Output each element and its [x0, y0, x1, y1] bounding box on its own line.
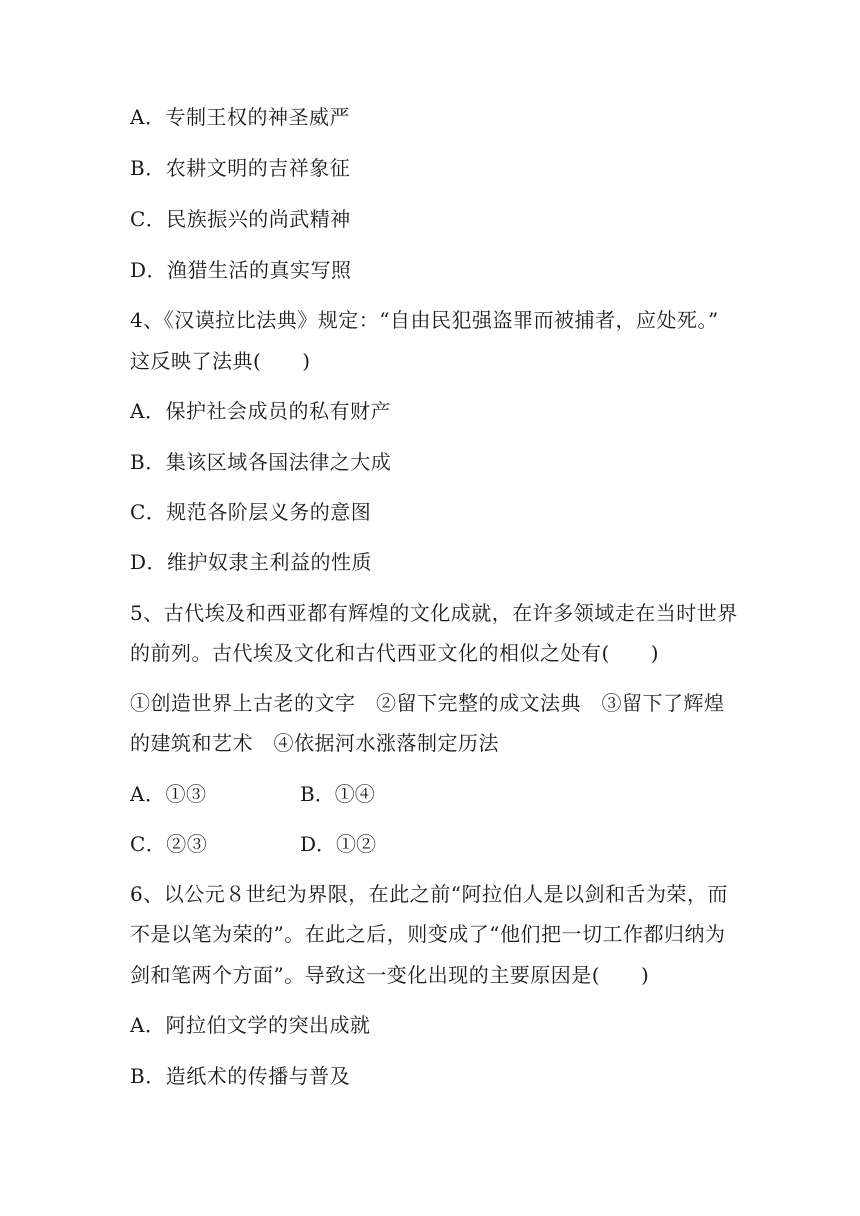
q4-stem-line2: 这反映了法典( )	[130, 349, 311, 373]
q5-stem-line1: 5、古代埃及和西亚都有辉煌的文化成就，在许多领域走在当时世界	[130, 601, 738, 625]
q6-option-a: A．阿拉伯文学的突出成就	[130, 1013, 371, 1037]
q5-stem-line2: 的前列。古代埃及文化和古代西亚文化的相似之处有( )	[130, 641, 660, 665]
q5-option-a: A．①③	[130, 782, 207, 806]
q4-option-c: C．规范各阶层义务的意图	[130, 500, 372, 524]
q4-option-b: B．集该区域各国法律之大成	[130, 450, 392, 474]
q6-option-b: B．造纸术的传播与普及	[130, 1064, 351, 1088]
q6-stem-line3: 剑和笔两个方面”。导致这一变化出现的主要原因是( )	[130, 963, 650, 987]
q3-option-a: A．专制王权的神圣威严	[130, 105, 350, 129]
q3-option-c: C．民族振兴的尚武精神	[130, 207, 351, 231]
q5-items-line2: 的建筑和艺术 ④依据河水涨落制定历法	[130, 731, 499, 755]
q3-option-d: D．渔猎生活的真实写照	[130, 258, 352, 282]
q4-option-d: D．维护奴隶主利益的性质	[130, 550, 373, 574]
q5-items-line1: ①创造世界上古老的文字 ②留下完整的成文法典 ③留下了辉煌	[130, 691, 725, 715]
q5-option-b: B．①④	[300, 782, 375, 806]
q4-stem-line1: 4、《汉谟拉比法典》规定：“自由民犯强盗罪而被捕者，应处死。”	[130, 308, 719, 332]
q4-option-a: A．保护社会成员的私有财产	[130, 399, 391, 423]
q6-stem-line2: 不是以笔为荣的”。在此之后，则变成了“他们把一切工作都归纳为	[130, 922, 726, 946]
q5-option-d: D．①②	[300, 832, 377, 856]
q3-option-b: B．农耕文明的吉祥象征	[130, 156, 351, 180]
q6-stem-line1: 6、以公元８世纪为界限，在此之前“阿拉伯人是以剑和舌为荣，而	[130, 882, 728, 906]
q5-option-c: C．②③	[130, 832, 208, 856]
